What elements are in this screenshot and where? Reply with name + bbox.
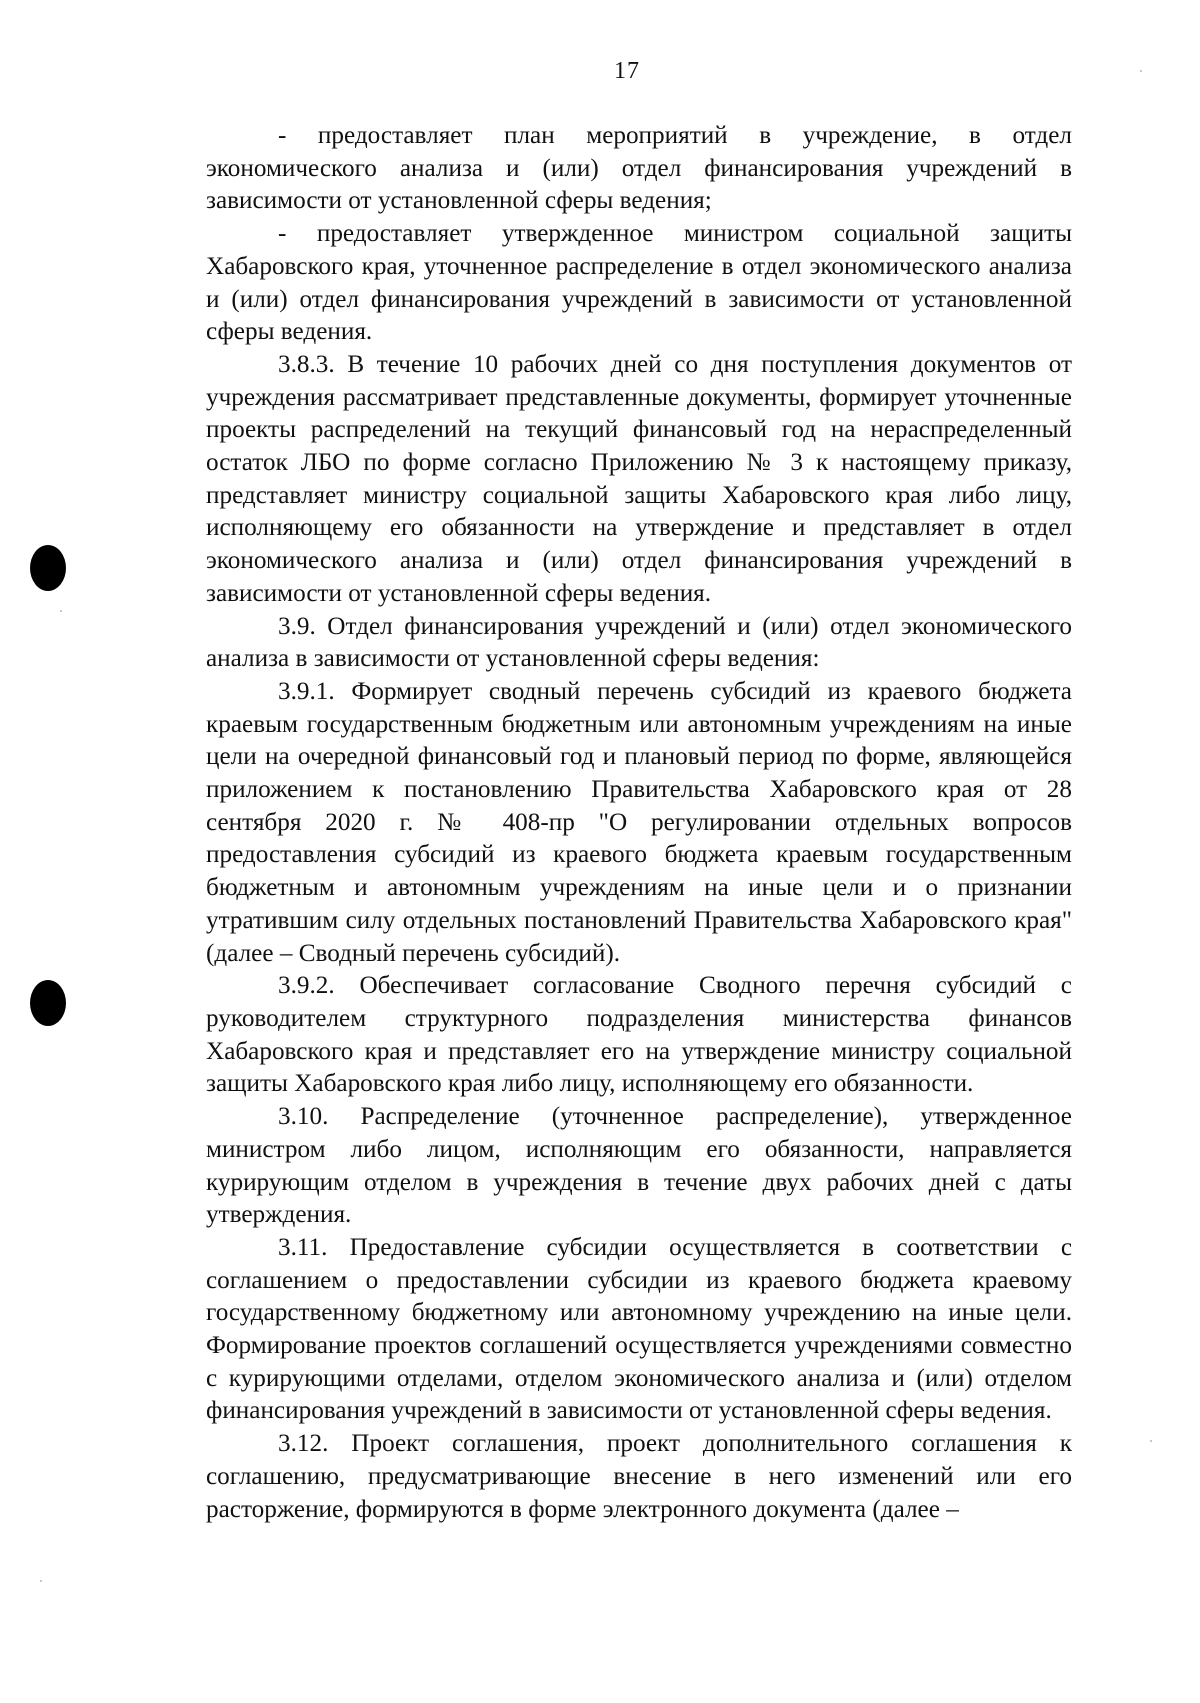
- clause-3-9-2: 3.9.2. Обеспечивает согласование Сводного перечня субсидий с руководителем структурного подразделения министерства финансов Хабаровского края и представляет его на утверждение министру социальной защиты Хабаровского края либо лицу, исполняющему его обязанности.: [206, 972, 1072, 1098]
- punch-hole-mark: [30, 545, 66, 591]
- scan-speck: [40, 1580, 42, 1582]
- clause-3-12: 3.12. Проект соглашения, проект дополнительного соглашения к соглашению, предусматривающие внесение в него изменений или его расторжение, формируются в форме электронного документа (далее –: [206, 1430, 1072, 1523]
- scan-speck: [1140, 70, 1142, 72]
- clause-3-9: 3.9. Отдел финансирования учреждений и (или) отдел экономического анализа в зависимости от установленной сферы ведения:: [206, 612, 1072, 673]
- page-number: 17: [614, 58, 640, 84]
- list-item-dash: - предоставляет план мероприятий в учреждение, в отдел экономического анализа и (или) отдел финансирования учреждений в зависимости от установленной сферы ведения;: [206, 122, 1072, 215]
- clause-3-8-3: 3.8.3. В течение 10 рабочих дней со дня поступления документов от учреждения рассматривает представленные документы, формирует уточненные проекты распределений на текущий финансовый год на нераспределенный остаток ЛБО по форме согласно Приложению № 3 к настоящему приказу, представляет министру социальной защиты Хабаровского края либо лицу, исполняющему его обязанности на утверждение и представляет в отдел экономического анализа и (или) отдел финансирования учреждений в зависимости от установленной сферы ведения.: [206, 350, 1072, 607]
- scan-speck: [1150, 1440, 1152, 1442]
- clause-3-11: 3.11. Предоставление субсидии осуществляется в соответствии с соглашением о предоставлении субсидии из краевого бюджета краевому государственному бюджетному или автономному учреждению на иные цели. Формирование проектов соглашений осуществляется учреждениями совместно с курирующими отделами, отделом экономического анализа и (или) отделом финансирования учреждений в зависимости от установленной сферы ведения.: [206, 1233, 1072, 1425]
- list-item-dash: - предоставляет утвержденное министром социальной защиты Хабаровского края, уточненное распределение в отдел экономического анализа и (или) отдел финансирования учреждений в зависимости от установленной сферы ведения.: [206, 220, 1072, 346]
- punch-hole-mark: [30, 980, 66, 1026]
- scan-speck: [60, 610, 62, 612]
- clause-3-10: 3.10. Распределение (уточненное распределение), утвержденное министром либо лицом, исполняющим его обязанности, направляется курирующим отделом в учреждения в течение двух рабочих дней с даты утверждения.: [206, 1103, 1072, 1229]
- clause-3-9-1: 3.9.1. Формирует сводный перечень субсидий из краевого бюджета краевым государственным бюджетным или автономным учреждениям на иные цели на очередной финансовый год и плановый период по форме, являющейся приложением к постановлению Правительства Хабаровского края от 28 сентября 2020 г. № 408-пр "О регулировании отдельных вопросов предоставления субсидий из краевого бюджета краевым государственным бюджетным и автономным учреждениям на иные цели и о признании утратившим силу отдельных постановлений Правительства Хабаровского края" (далее – Сводный перечень субсидий).: [206, 677, 1072, 967]
- document-body: [206, 120, 1072, 1526]
